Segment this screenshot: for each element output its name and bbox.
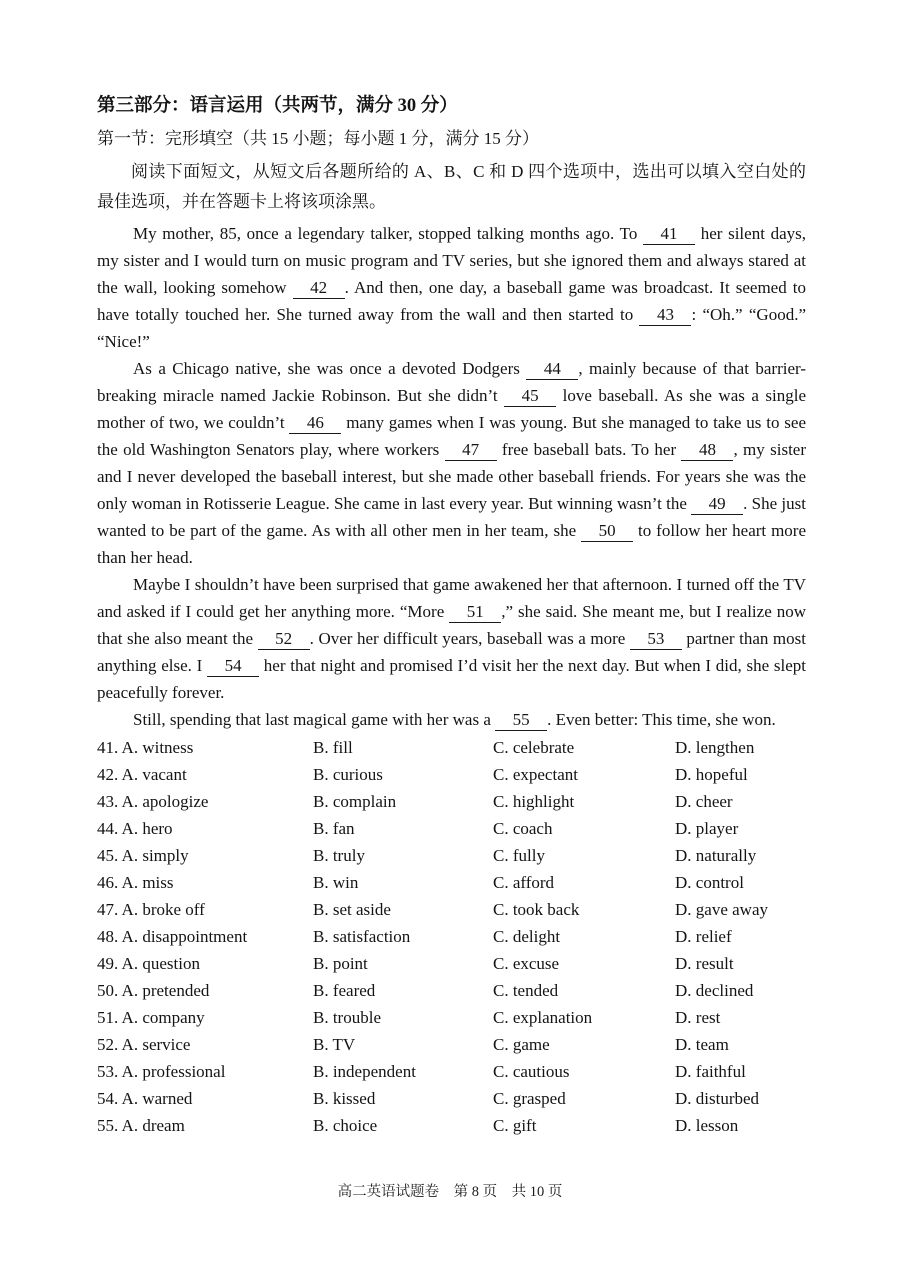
page-content xyxy=(97,92,806,1139)
question-row-43 xyxy=(97,788,806,815)
option-50-D: D. declined xyxy=(675,981,754,1000)
option-48-B: B. satisfaction xyxy=(313,927,411,946)
part-title: 第三部分：语言运用（共两节，满分 30 分） xyxy=(97,96,458,116)
option-47-C: C. took back xyxy=(493,900,580,919)
cloze-blank-49: 49 xyxy=(691,493,743,515)
cloze-blank-54: 54 xyxy=(207,655,259,677)
option-48-A: 48. A. disappointment xyxy=(97,927,248,946)
option-43-D: D. cheer xyxy=(675,792,733,811)
instructions: 阅读下面短文，从短文后各题所给的 A、B、C 和 D 四个选项中，选出可以填入空白处的最佳选项，并在答题卡上将该项涂黑。 xyxy=(97,162,806,211)
option-48-D: D. relief xyxy=(675,927,732,946)
option-51-B: B. trouble xyxy=(313,1008,381,1027)
option-51-D: D. rest xyxy=(675,1008,721,1027)
question-row-53 xyxy=(97,1058,806,1085)
option-43-B: B. complain xyxy=(313,792,397,811)
option-41-C: C. celebrate xyxy=(493,738,575,757)
option-54-C: C. grasped xyxy=(493,1089,566,1108)
question-row-45 xyxy=(97,842,806,869)
cloze-passage xyxy=(97,220,806,733)
cloze-blank-44: 44 xyxy=(526,358,578,380)
option-41-B: B. fill xyxy=(313,738,353,757)
question-row-52 xyxy=(97,1031,806,1058)
cloze-blank-46: 46 xyxy=(289,412,341,434)
option-42-C: C. expectant xyxy=(493,765,578,784)
option-49-C: C. excuse xyxy=(493,954,560,973)
option-49-B: B. point xyxy=(313,954,368,973)
option-53-C: C. cautious xyxy=(493,1062,570,1081)
section-title: 第一节：完形填空（共 15 小题；每小题 1 分，满分 15 分） xyxy=(97,129,539,148)
question-row-42 xyxy=(97,761,806,788)
option-45-D: D. naturally xyxy=(675,846,757,865)
option-46-C: C. afford xyxy=(493,873,555,892)
option-44-A: 44. A. hero xyxy=(97,819,173,838)
cloze-blank-55: 55 xyxy=(495,709,547,731)
option-49-A: 49. A. question xyxy=(97,954,200,973)
option-47-D: D. gave away xyxy=(675,900,768,919)
question-row-48 xyxy=(97,923,806,950)
option-45-B: B. truly xyxy=(313,846,365,865)
question-row-44 xyxy=(97,815,806,842)
option-42-B: B. curious xyxy=(313,765,383,784)
cloze-blank-41: 41 xyxy=(643,223,695,245)
option-44-C: C. coach xyxy=(493,819,553,838)
option-52-D: D. team xyxy=(675,1035,729,1054)
option-52-A: 52. A. service xyxy=(97,1035,191,1054)
cloze-blank-53: 53 xyxy=(630,628,682,650)
cloze-blank-52: 52 xyxy=(258,628,310,650)
option-42-A: 42. A. vacant xyxy=(97,765,187,784)
option-44-B: B. fan xyxy=(313,819,355,838)
option-54-D: D. disturbed xyxy=(675,1089,760,1108)
cloze-blank-42: 42 xyxy=(293,277,345,299)
cloze-blank-51: 51 xyxy=(449,601,501,623)
question-row-41 xyxy=(97,734,806,761)
option-43-A: 43. A. apologize xyxy=(97,792,209,811)
cloze-blank-45: 45 xyxy=(504,385,556,407)
page-footer: 高二英语试题卷 第 8 页 共 10 页 xyxy=(337,1184,563,1200)
option-54-B: B. kissed xyxy=(313,1089,376,1108)
option-41-A: 41. A. witness xyxy=(97,738,194,757)
option-53-B: B. independent xyxy=(313,1062,416,1081)
question-row-46 xyxy=(97,869,806,896)
option-50-B: B. feared xyxy=(313,981,376,1000)
option-55-C: C. gift xyxy=(493,1116,537,1135)
option-52-B: B. TV xyxy=(313,1035,356,1054)
option-46-A: 46. A. miss xyxy=(97,873,174,892)
option-53-D: D. faithful xyxy=(675,1062,746,1081)
passage-paragraph: Still, spending that last magical game with her was a 55 . Even better: This time, she won. xyxy=(133,710,776,729)
option-55-A: 55. A. dream xyxy=(97,1116,185,1135)
cloze-blank-47: 47 xyxy=(445,439,497,461)
option-43-C: C. highlight xyxy=(493,792,575,811)
question-row-54 xyxy=(97,1085,806,1112)
passage-paragraph: As a Chicago native, she was once a devoted Dodgers 44 , mainly because of that barrier-breaking miracle named Jackie Robinson. But she didn’t 45 love baseball. As she was a single mother of two, we couldn’t 46 many games when I was young. But she managed to take us to see the old Washington Senators play, where workers 47 free baseball bats. To her 48 , my sister and I never developed the baseball interest, but she made other baseball friends. For years she was the only woman in Rotisserie League. She came in last every year. But winning wasn’t the 49 . She just wanted to be part of the game. As with all other men in her team, she 50 to follow her heart more than her head. xyxy=(97,359,807,567)
option-45-C: C. fully xyxy=(493,846,545,865)
option-46-D: D. control xyxy=(675,873,744,892)
question-row-49 xyxy=(97,950,806,977)
option-41-D: D. lengthen xyxy=(675,738,755,757)
option-47-B: B. set aside xyxy=(313,900,391,919)
cloze-blank-48: 48 xyxy=(681,439,733,461)
option-49-D: D. result xyxy=(675,954,734,973)
option-55-D: D. lesson xyxy=(675,1116,739,1135)
option-47-A: 47. A. broke off xyxy=(97,900,205,919)
option-51-C: C. explanation xyxy=(493,1008,593,1027)
question-list xyxy=(97,734,806,1139)
option-46-B: B. win xyxy=(313,873,359,892)
option-45-A: 45. A. simply xyxy=(97,846,189,865)
passage-paragraph: My mother, 85, once a legendary talker, stopped talking months ago. To 41 her silent days, my sister and I would turn on music program and TV series, but she ignored them and always stared at the wall, looking somehow 42 . And then, one day, a baseball game was broadcast. It seemed to have totally touched her. She turned away from the wall and then started to 43 : “Oh.” “Good.” “Nice!” xyxy=(97,224,807,351)
option-50-A: 50. A. pretended xyxy=(97,981,210,1000)
option-53-A: 53. A. professional xyxy=(97,1062,226,1081)
option-50-C: C. tended xyxy=(493,981,559,1000)
question-row-47 xyxy=(97,896,806,923)
option-54-A: 54. A. warned xyxy=(97,1089,193,1108)
option-42-D: D. hopeful xyxy=(675,765,748,784)
option-55-B: B. choice xyxy=(313,1116,378,1135)
option-52-C: C. game xyxy=(493,1035,550,1054)
question-row-55 xyxy=(97,1112,806,1139)
cloze-blank-43: 43 xyxy=(639,304,691,326)
question-row-50 xyxy=(97,977,806,1004)
option-51-A: 51. A. company xyxy=(97,1008,205,1027)
passage-paragraph: Maybe I shouldn’t have been surprised that game awakened her that afternoon. I turned off the TV and asked if I could get her anything more. “More 51 ,” she said. She meant me, but I realize now that she also meant the 52 . Over her difficult years, baseball was a more 53 partner than most anything else. I 54 her that night and promised I’d visit her the next day. But when I did, she slept peacefully forever. xyxy=(97,575,806,702)
option-44-D: D. player xyxy=(675,819,739,838)
question-row-51 xyxy=(97,1004,806,1031)
cloze-blank-50: 50 xyxy=(581,520,633,542)
option-48-C: C. delight xyxy=(493,927,561,946)
